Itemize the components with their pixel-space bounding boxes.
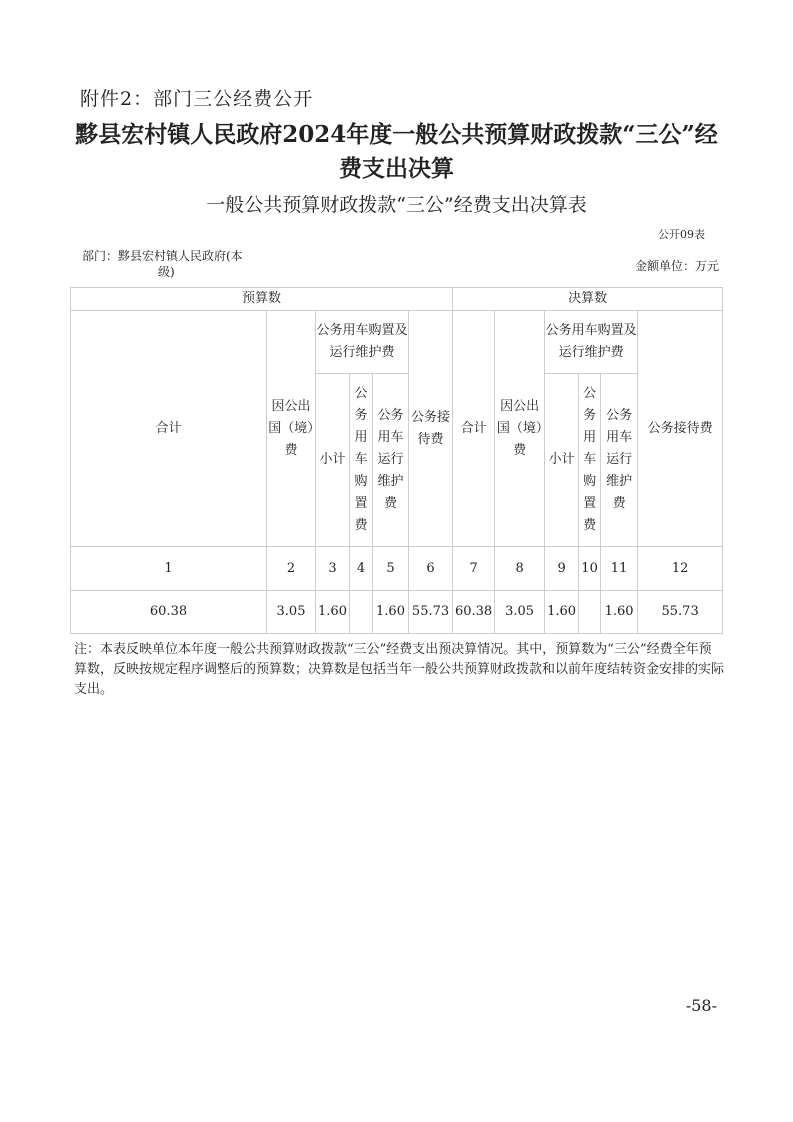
header-total: 合计: [453, 311, 495, 547]
value-cell: 3.05: [495, 591, 545, 634]
document-title: 黟县宏村镇人民政府2024年度一般公共预算财政拨款“三公”经费支出决算: [75, 121, 718, 182]
value-cell: 1.60: [373, 591, 409, 634]
page-number: -58-: [685, 996, 717, 1015]
col-number: 11: [601, 547, 638, 591]
value-cell: 1.60: [316, 591, 350, 634]
col-number: 4: [350, 547, 373, 591]
value-cell: [350, 591, 373, 634]
col-number: 9: [545, 547, 579, 591]
header-reception: 公务接待费: [409, 311, 453, 547]
col-number: 10: [579, 547, 601, 591]
value-cell: 1.60: [545, 591, 579, 634]
col-number: 1: [71, 547, 267, 591]
department-line2: 级): [158, 265, 175, 279]
table-note: 注：本表反映单位本年度一般公共预算财政拨款“三公”经费支出预决算情况。其中，预算数为“三公”经费全年预算数，反映按规定程序调整后的预算数；决算数是包括当年一般公共预算财政拨款和以前年度结转资金安排的实际支出。: [74, 642, 725, 697]
header-purchase: 公务用车购置费: [350, 374, 373, 547]
header-budget: 预算数: [71, 288, 453, 311]
col-number: 12: [638, 547, 723, 591]
three-public-expenses-table: [70, 287, 723, 634]
header-reception: 公务接待费: [638, 311, 723, 547]
value-cell: 3.05: [267, 591, 316, 634]
amount-unit: 金额单位：万元: [634, 259, 719, 273]
value-cell: 55.73: [638, 591, 723, 634]
col-number: 8: [495, 547, 545, 591]
col-number: 2: [267, 547, 316, 591]
value-row: [71, 591, 723, 634]
col-number: 6: [409, 547, 453, 591]
header-purchase: 公务用车购置费: [579, 374, 601, 547]
header-operation: 公务用车运行维护费: [373, 374, 409, 547]
header-operation: 公务用车运行维护费: [601, 374, 638, 547]
header-vehicle: 公务用车购置及运行维护费: [316, 311, 409, 374]
table-number: 公开09表: [658, 228, 705, 241]
value-cell: 60.38: [453, 591, 495, 634]
col-number: 5: [373, 547, 409, 591]
department-line1: 部门：黟县宏村镇人民政府(本: [82, 249, 243, 263]
header-abroad: 因公出国（境）费: [495, 311, 545, 547]
column-number-row: [71, 547, 723, 591]
attachment-label: 附件2：部门三公经费公开: [80, 88, 314, 110]
header-subtotal: 小计: [316, 374, 350, 547]
value-cell: [579, 591, 601, 634]
value-cell: 55.73: [409, 591, 453, 634]
header-subtotal: 小计: [545, 374, 579, 547]
value-cell: 60.38: [71, 591, 267, 634]
table-title: 一般公共预算财政拨款“三公”经费支出决算表: [206, 194, 587, 216]
col-number: 3: [316, 547, 350, 591]
value-cell: 1.60: [601, 591, 638, 634]
col-number: 7: [453, 547, 495, 591]
header-final: 决算数: [453, 288, 723, 311]
header-total: 合计: [71, 311, 267, 547]
header-abroad: 因公出国（境）费: [267, 311, 316, 547]
header-vehicle: 公务用车购置及运行维护费: [545, 311, 638, 374]
department: [82, 248, 262, 280]
